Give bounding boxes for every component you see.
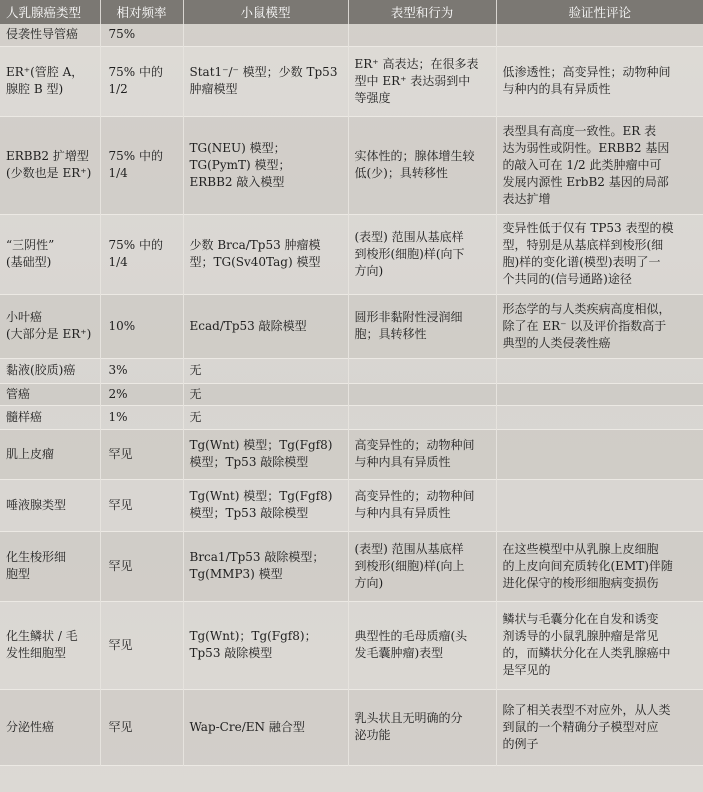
cell-phenotype: (表型) 范围从基底样 到梭形(细胞)样(向上 方向)	[348, 531, 496, 601]
cell-cancer-type: 黏液(胶质)癌	[0, 358, 100, 383]
cell-frequency: 75%	[100, 24, 183, 46]
cell-frequency: 3%	[100, 358, 183, 383]
cell-mouse-model: Tg(Wnt) 模型；Tg(Fgf8) 模型；Tp53 敲除模型	[183, 429, 348, 479]
cell-mouse-model: Tg(Wnt) 模型；Tg(Fgf8) 模型；Tp53 敲除模型	[183, 479, 348, 531]
cell-cancer-type: ERBB2 扩增型 (少数也是 ER⁺)	[0, 116, 100, 214]
header-mouse-model: 小鼠模型	[183, 0, 348, 24]
cell-cancer-type: 唾液腺类型	[0, 479, 100, 531]
table-row	[0, 479, 703, 531]
table-row	[0, 46, 703, 116]
cell-mouse-model: Ecad/Tp53 敲除模型	[183, 294, 348, 358]
cell-comment: 形态学的与人类疾病高度相似， 除了在 ER⁻ 以及评价指数高于 典型的人类侵袭性癌	[496, 294, 703, 358]
cell-comment: 变异性低于仅有 TP53 表型的模 型，特别是从基底样到梭形(细 胞)样的变化谱(模型)表明了一 个共同的(信号通路)途径	[496, 214, 703, 294]
cell-mouse-model: Brca1/Tp53 敲除模型； Tg(MMP3) 模型	[183, 531, 348, 601]
cell-phenotype	[348, 24, 496, 46]
cell-comment	[496, 429, 703, 479]
cell-mouse-model: 无	[183, 405, 348, 429]
cell-cancer-type: ER⁺(管腔 A， 腺腔 B 型)	[0, 46, 100, 116]
cell-cancer-type: 化生梭形细 胞型	[0, 531, 100, 601]
table-row	[0, 358, 703, 383]
cell-phenotype: 高变异性的；动物种间 与种内具有异质性	[348, 429, 496, 479]
cell-mouse-model: Tg(Wnt)；Tg(Fgf8)； Tp53 敲除模型	[183, 601, 348, 689]
cell-comment	[496, 479, 703, 531]
cell-mouse-model: 无	[183, 383, 348, 405]
cell-cancer-type: 肌上皮瘤	[0, 429, 100, 479]
cell-comment: 鳞状与毛囊分化在自发和诱变 剂诱导的小鼠乳腺肿瘤是常见 的，而鳞状分化在人类乳腺癌中 是罕见的	[496, 601, 703, 689]
cell-comment: 表型具有高度一致性。ER 表 达为弱性或阴性。ERBB2 基因 的敲入可在 1/2 此类肿瘤中可 发展内源性 ErbB2 基因的局部 表达扩增	[496, 116, 703, 214]
cell-phenotype: 高变异性的；动物种间 与种内具有异质性	[348, 479, 496, 531]
cell-mouse-model: 无	[183, 358, 348, 383]
cell-comment: 在这些模型中从乳腺上皮细胞 的上皮向间充质转化(EMT)伴随 进化保守的梭形细胞病变损伤	[496, 531, 703, 601]
table-row	[0, 24, 703, 46]
table-body	[0, 24, 703, 765]
cell-cancer-type: 侵袭性导管癌	[0, 24, 100, 46]
cell-mouse-model: Stat1⁻/⁻ 模型；少数 Tp53 肿瘤模型	[183, 46, 348, 116]
table-row	[0, 116, 703, 214]
cell-frequency: 10%	[100, 294, 183, 358]
cell-phenotype: ER⁺ 高表达；在很多表 型中 ER⁺ 表达弱到中 等强度	[348, 46, 496, 116]
cell-phenotype	[348, 405, 496, 429]
cell-comment	[496, 383, 703, 405]
cell-cancer-type: 化生鳞状 / 毛 发性细胞型	[0, 601, 100, 689]
cell-mouse-model: Wap-Cre/EN 融合型	[183, 689, 348, 765]
cell-frequency: 罕见	[100, 429, 183, 479]
cell-comment: 除了相关表型不对应外，从人类 到鼠的一个精确分子模型对应 的例子	[496, 689, 703, 765]
cell-frequency: 75% 中的 1/4	[100, 116, 183, 214]
cell-cancer-type: “三阴性” (基础型)	[0, 214, 100, 294]
cell-phenotype: 乳头状且无明确的分 泌功能	[348, 689, 496, 765]
cell-mouse-model	[183, 24, 348, 46]
cell-comment	[496, 358, 703, 383]
cell-frequency: 1%	[100, 405, 183, 429]
table-row	[0, 531, 703, 601]
header-row	[0, 0, 703, 24]
cell-phenotype: 实体性的；腺体增生较 低(少)；具转移性	[348, 116, 496, 214]
cell-frequency: 罕见	[100, 601, 183, 689]
cell-frequency: 罕见	[100, 479, 183, 531]
cell-cancer-type: 管癌	[0, 383, 100, 405]
cell-frequency: 75% 中的 1/2	[100, 46, 183, 116]
table-row	[0, 294, 703, 358]
header-phenotype-behavior: 表型和行为	[348, 0, 496, 24]
cell-mouse-model: 少数 Brca/Tp53 肿瘤模 型；TG(Sv40Tag) 模型	[183, 214, 348, 294]
table-row	[0, 429, 703, 479]
cell-frequency: 罕见	[100, 531, 183, 601]
cell-cancer-type: 髓样癌	[0, 405, 100, 429]
table-row	[0, 405, 703, 429]
table-row	[0, 601, 703, 689]
cell-comment	[496, 24, 703, 46]
cell-mouse-model: TG(NEU) 模型； TG(PymT) 模型； ERBB2 敲入模型	[183, 116, 348, 214]
header-cancer-type: 人乳腺癌类型	[0, 0, 100, 24]
cell-phenotype: 圆形非黏附性浸润细 胞；具转移性	[348, 294, 496, 358]
cell-frequency: 2%	[100, 383, 183, 405]
cell-phenotype: (表型) 范围从基底样 到梭形(细胞)样(向下 方向)	[348, 214, 496, 294]
cell-comment: 低渗透性；高变异性；动物种间 与种内的具有异质性	[496, 46, 703, 116]
cell-cancer-type: 小叶癌 (大部分是 ER⁺)	[0, 294, 100, 358]
cell-cancer-type: 分泌性癌	[0, 689, 100, 765]
cell-phenotype	[348, 383, 496, 405]
cell-phenotype	[348, 358, 496, 383]
header-relative-frequency: 相对频率	[100, 0, 183, 24]
table-row	[0, 383, 703, 405]
cell-frequency: 75% 中的 1/4	[100, 214, 183, 294]
cell-phenotype: 典型性的毛母质瘤(头 发毛囊肿瘤)表型	[348, 601, 496, 689]
header-validation-comment: 验证性评论	[496, 0, 703, 24]
cell-comment	[496, 405, 703, 429]
table-row	[0, 689, 703, 765]
table-row	[0, 214, 703, 294]
cell-frequency: 罕见	[100, 689, 183, 765]
table-header	[0, 0, 703, 24]
